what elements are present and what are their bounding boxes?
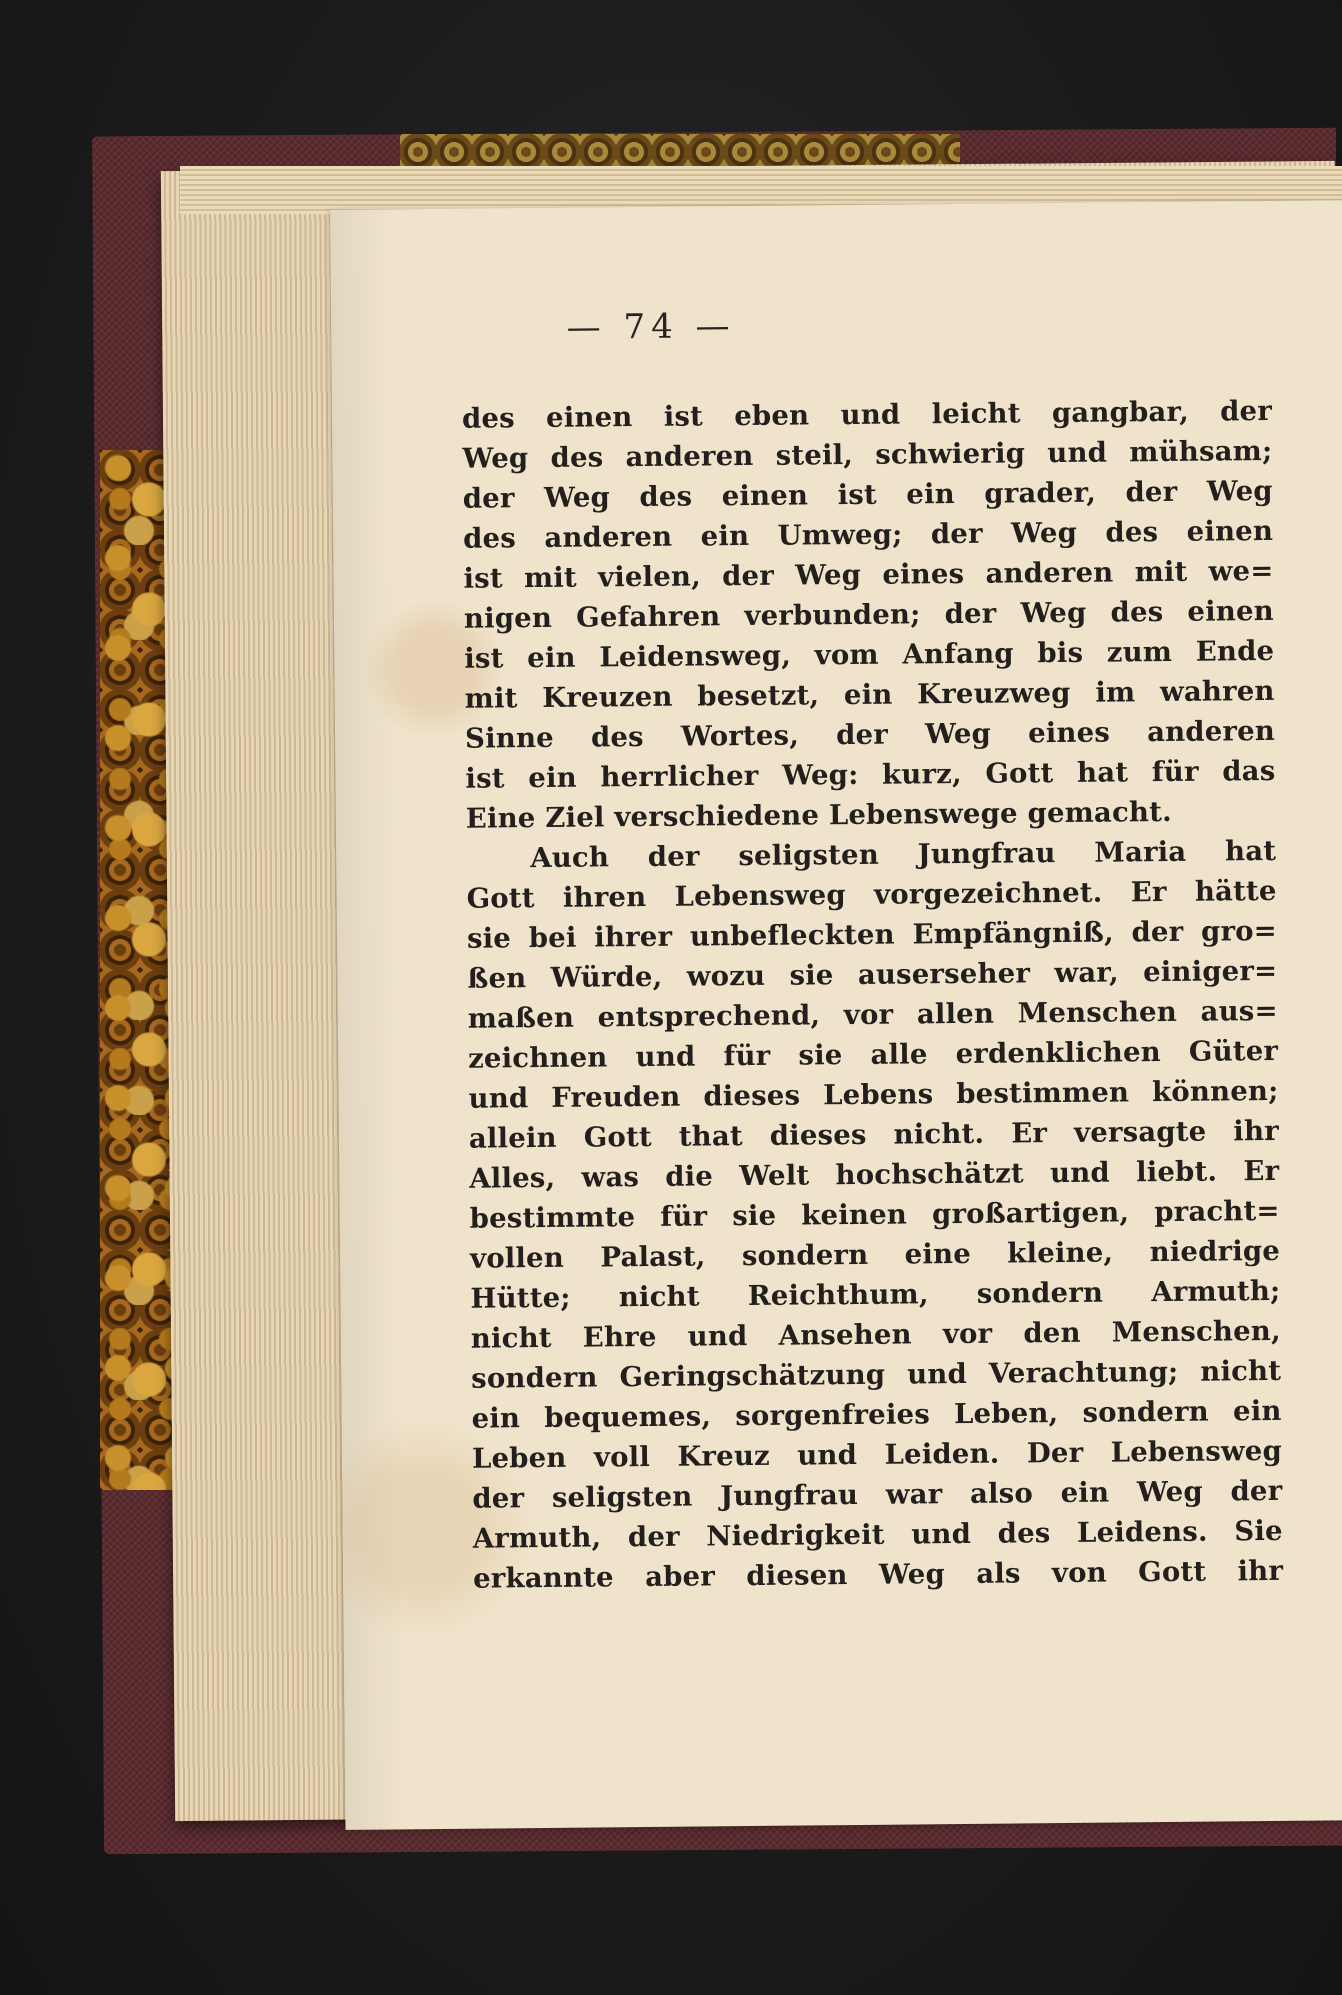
text-line: und Freuden dieses Lebens bestimmen können; <box>468 1074 1279 1115</box>
text-line: maßen entsprechend, vor allen Menschen aus= <box>467 994 1278 1035</box>
text-line: sondern Geringschätzung und Verachtung; nicht <box>471 1354 1282 1395</box>
text-line: Auch der seligsten Jungfrau Maria hat <box>530 834 1277 875</box>
text-line: nigen Gefahren verbunden; der Weg des einen <box>463 594 1275 635</box>
text-line: Eine Ziel verschiedene Lebenswege gemacht. <box>465 795 1172 835</box>
text-line: Gott ihren Lebensweg vorgezeichnet. Er hätte <box>466 874 1277 915</box>
text-line: ist ein herrlicher Weg: kurz, Gott hat für das <box>465 754 1276 795</box>
page-text <box>462 391 1283 1599</box>
text-line: Alles, was die Welt hochschätzt und liebt. Er <box>469 1154 1280 1195</box>
text-line: der Weg des einen ist ein grader, der Weg <box>462 474 1273 515</box>
text-line: des anderen ein Umweg; der Weg des einen <box>463 514 1274 555</box>
text-line: bestimmte für sie keinen großartigen, pracht= <box>469 1194 1280 1235</box>
text-line: ist mit vielen, der Weg eines anderen mit we= <box>463 554 1274 595</box>
text-line: ßen Würde, wozu sie auserseher war, einiger= <box>467 954 1278 995</box>
book-page <box>330 200 1342 1830</box>
text-line: erkannte aber diesen Weg als von Gott ihr <box>472 1554 1284 1595</box>
text-line: nicht Ehre und Ansehen vor den Menschen, <box>470 1314 1281 1355</box>
text-line: sie bei ihrer unbefleckten Empfängniß, der gro= <box>466 914 1278 955</box>
text-line: des einen ist eben und leicht gangbar, der <box>461 394 1273 435</box>
text-line: mit Kreuzen besetzt, ein Kreuzweg im wahren <box>464 674 1275 715</box>
text-line: Weg des anderen steil, schwierig und mühsam; <box>462 434 1273 475</box>
text-line: Armuth, der Niedrigkeit und des Leidens. Sie <box>472 1514 1283 1555</box>
text-line: ist ein Leidensweg, vom Anfang bis zum Ende <box>464 634 1275 675</box>
text-line: vollen Palast, sondern eine kleine, niedrige <box>469 1234 1281 1275</box>
text-line: Leben voll Kreuz und Leiden. Der Lebensweg <box>471 1434 1283 1475</box>
text-line: allein Gott that dieses nicht. Er versagte ihr <box>468 1114 1280 1155</box>
page-number: — 74 — <box>566 306 736 348</box>
text-line: ein bequemes, sorgenfreies Leben, sondern ein <box>471 1394 1282 1435</box>
text-line: Sinne des Wortes, der Weg eines anderen <box>464 714 1276 755</box>
text-line: Hütte; nicht Reichthum, sondern Armuth; <box>470 1274 1281 1315</box>
text-line: der seligsten Jungfrau war also ein Weg der <box>472 1474 1283 1515</box>
text-line: zeichnen und für sie alle erdenklichen Güter <box>467 1034 1279 1075</box>
